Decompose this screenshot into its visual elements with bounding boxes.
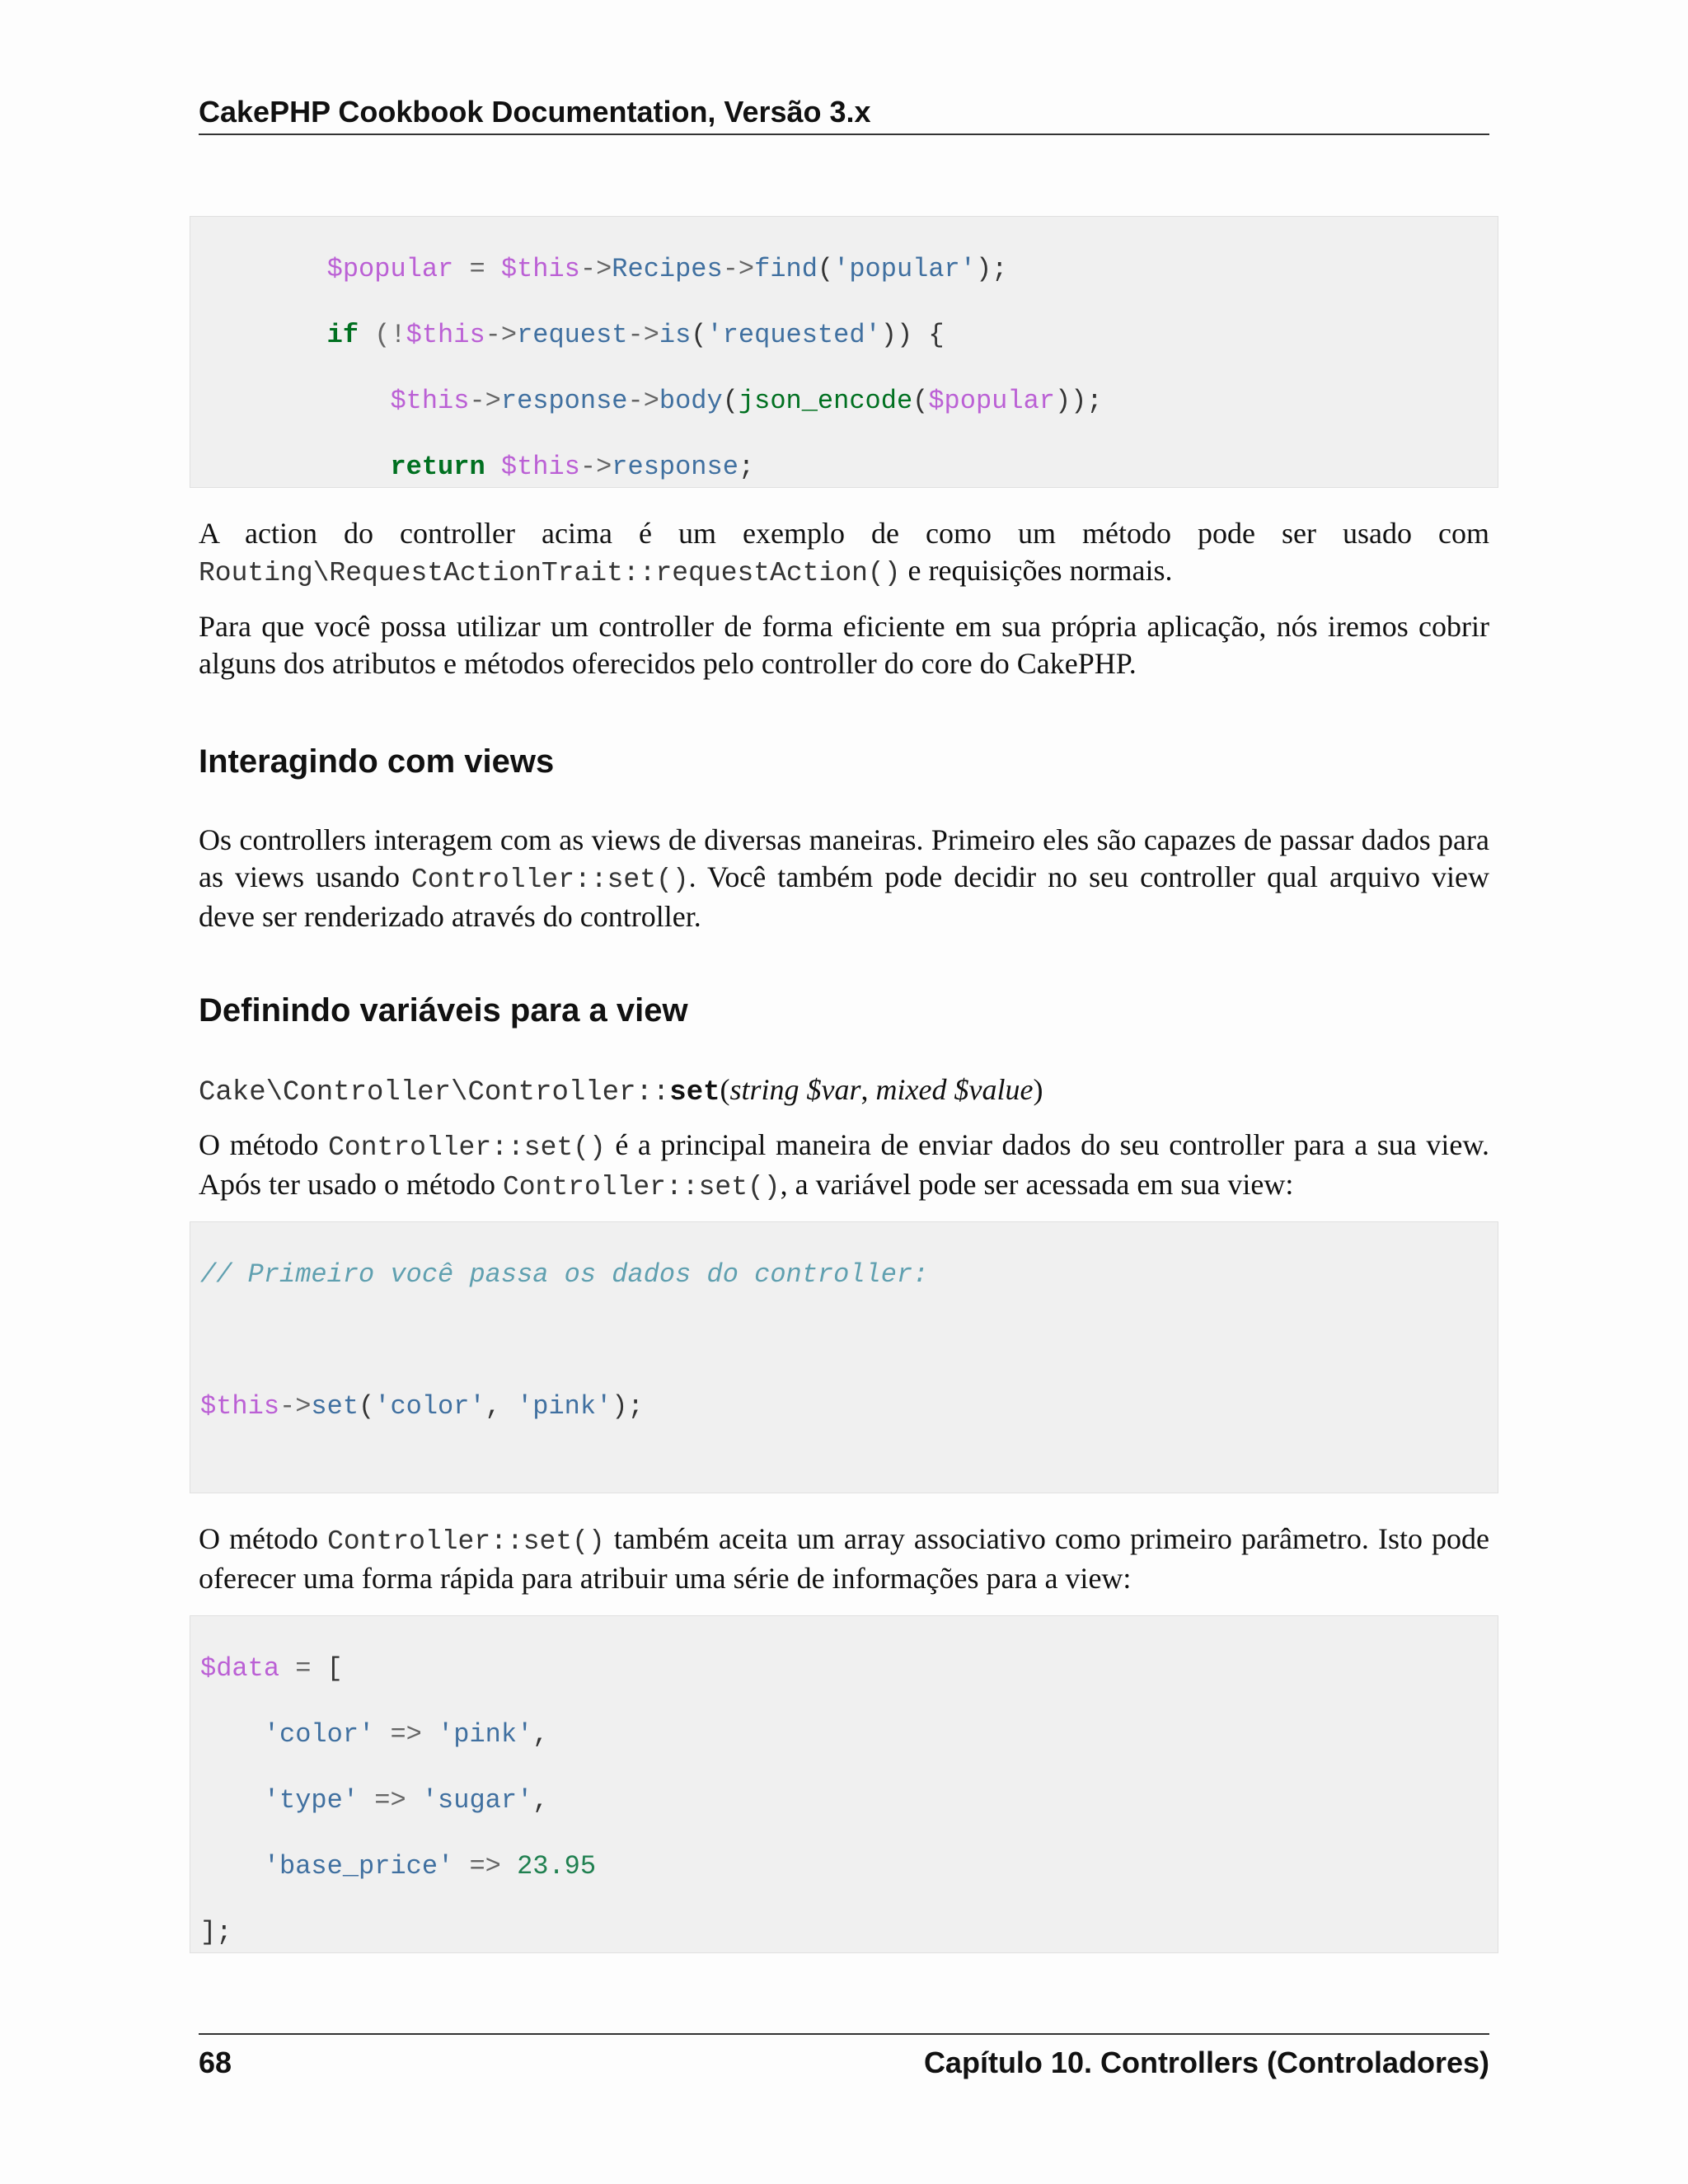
inline-code: Controller::set() <box>328 1132 606 1163</box>
code-line: $this->set('color', 'pink'); <box>200 1391 644 1422</box>
code-block-set-example <box>190 1221 1498 1493</box>
inline-code: Controller::set() <box>410 865 689 895</box>
method-name: set <box>669 1077 720 1108</box>
section-title-interagindo: Interagindo com views <box>199 743 555 780</box>
document-title: CakePHP Cookbook Documentation, Versão 3.x <box>199 95 871 129</box>
section-title-definindo: Definindo variáveis para a view <box>199 992 688 1029</box>
code-line: return $this->response; <box>390 452 755 482</box>
code-line: $this->response->body(json_encode($popular)); <box>390 386 1103 416</box>
code-block-array-example <box>190 1615 1498 1953</box>
code-block-controller-action <box>190 216 1498 488</box>
method-signature: Cake\Controller\Controller::set(string $var, mixed $value) <box>199 1073 1043 1108</box>
page-number: 68 <box>199 2046 232 2079</box>
code-line: 'base_price' => 23.95 <box>263 1851 597 1882</box>
page-header <box>199 92 1489 135</box>
inline-code: Controller::set() <box>327 1526 605 1557</box>
paragraph-action-example: A action do controller acima é um exemplo de como um método pode ser usado com Routing\RequestActionTrait::requestAction() e requisições normais. <box>199 517 1489 588</box>
code-line: 'color' => 'pink', <box>263 1719 549 1750</box>
code-line: if (!$this->request->is('requested')) { <box>326 320 945 350</box>
page-footer <box>199 2033 1489 2083</box>
paragraph-set-method: O método Controller::set() é a principal maneira de enviar dados do seu controller para a sua view. Após ter usado o método Controller::set(), a variável pode ser acessada em sua view: <box>199 1128 1489 1202</box>
chapter-title: Capítulo 10. Controllers (Controladores) <box>923 2046 1489 2079</box>
paragraph-attributes-intro: Para que você possa utilizar um controller de forma eficiente em sua própria aplicação, nós iremos cobrir alguns dos atributos e métodos oferecidos pelo controller do core do CakePHP. <box>199 610 1489 680</box>
code-line: ]; <box>200 1917 232 1947</box>
paragraph-views-interaction: Os controllers interagem com as views de diversas maneiras. Primeiro eles são capazes de passar dados para as views usando Controller::set(). Você também pode decidir no seu controller qual arquivo view deve ser renderizado através do controller. <box>199 823 1489 933</box>
inline-code: Routing\RequestActionTrait::requestAction() <box>199 558 901 588</box>
code-line: 'type' => 'sugar', <box>263 1785 549 1816</box>
code-line: $popular = $this->Recipes->find('popular'); <box>326 254 1008 284</box>
code-line: $data = [ <box>200 1653 343 1684</box>
inline-code: Controller::set() <box>502 1172 781 1202</box>
code-line: // Primeiro você passa os dados do controller: <box>200 1259 929 1290</box>
paragraph-associative-array: O método Controller::set() também aceita um array associativo como primeiro parâmetro. Isto pode oferecer uma forma rápida para atribuir uma série de informações para a view: <box>199 1522 1489 1595</box>
